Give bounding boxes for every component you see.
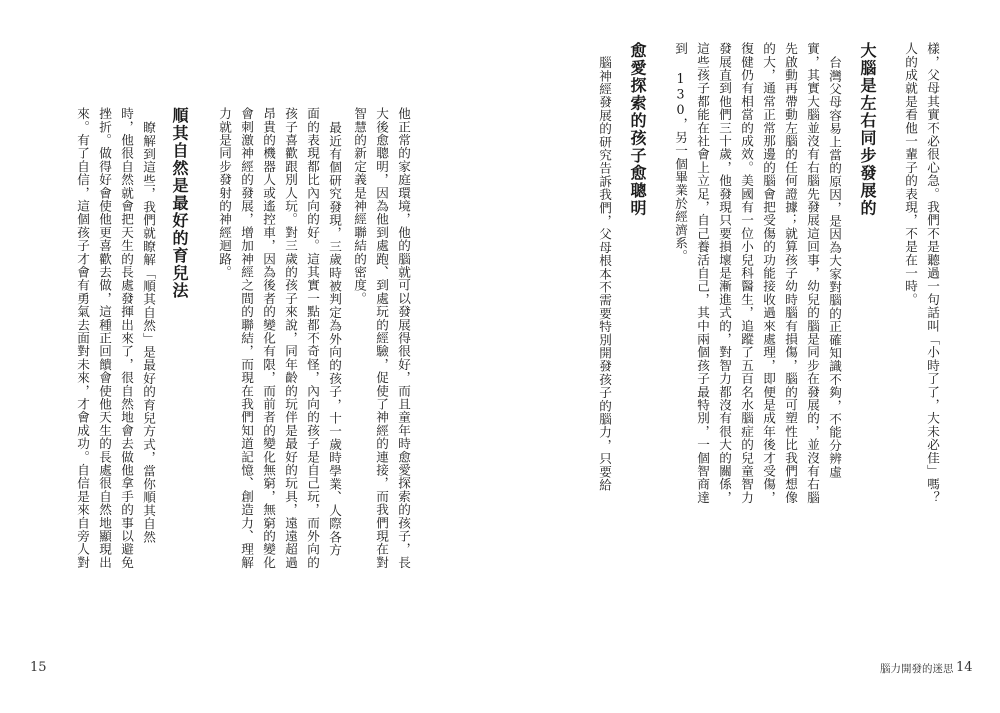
text-line: 挫折。做得好會使他更喜歡去做，這種正回饋會使他天生的長處很自然地顯現出	[97, 107, 112, 569]
text-line: 時，他很自然就會把天生的長處發揮出來了，很自然地會去做他拿手的事以避免	[119, 107, 134, 569]
text-line: 復健仍有相當的成效。美國有一位小兒科醫生，追蹤了五百名水腦症的兒童智力	[739, 42, 754, 504]
text-line: 智慧的新定義是神經聯結的密度。	[352, 107, 367, 305]
section-heading: 順其自然是最好的育兒法	[170, 107, 189, 300]
text-line: 來。有了自信，這個孩子才會有勇氣去面對未來，才會成功。自信是來自旁人對	[75, 107, 90, 569]
text-line: 台灣父母容易上當的原因，是因為大家對腦的正確知識不夠，不能分辨虛	[827, 56, 842, 479]
text-line: 的大，通常正常那邊的腦會把受傷的功能接收過來處理，即便是成年後才受傷，	[761, 42, 776, 504]
page-number: 15	[30, 660, 47, 675]
text-line: 到 130，另一個畢業於經濟系。	[673, 42, 688, 263]
text-line: 他正常的家庭環境，他的腦就可以發展得很好，而且童年時愈愛探索的孩子，長	[396, 107, 411, 569]
text-line: 力就是同步發射的神經迴路。	[217, 107, 232, 279]
text-line: 這些孩子都能在社會上立足，自己養活自己，其中兩個孩子最特別，一個智商達	[695, 42, 710, 504]
page-number: 14	[956, 660, 973, 675]
section-heading: 大腦是左右同步發展的	[858, 42, 877, 217]
text-line: 大後愈聰明，因為他到處跑、到處玩的經驗，促使了神經的連接，而我們現在對	[374, 107, 389, 569]
text-line: 實，其實大腦並沒有右腦先發展這回事，幼兒的腦是同步在發展的，並沒有右腦	[805, 42, 820, 504]
text-line: 瞭解到這些，我們就瞭解「順其自然」是最好的育兒方式，當你順其自然	[141, 121, 156, 544]
text-line: 人的成就是看他一輩子的表現，不是在一時。	[903, 42, 918, 306]
text-line: 孩子喜歡跟別人玩。對三歲的孩子來說，同年齡的玩伴是最好的玩具，遠遠超過	[283, 107, 298, 569]
text-line: 最近有個研究發現，三歲時被判定為外向的孩子，十一歲時學業、人際各方	[327, 121, 342, 557]
running-head: 腦力開發的迷思	[880, 663, 954, 675]
text-line: 昂貴的機器人或遙控車，因為後者的變化有限，而前者的變化無窮，無窮的變化	[261, 107, 276, 569]
right-page	[500, 0, 1000, 713]
text-line: 發展直到他們三十歲，他發現只要損壞是漸進式的，對智力都沒有很大的關係，	[717, 42, 732, 504]
section-heading: 愈愛探索的孩子愈聰明	[628, 42, 647, 217]
text-line: 樣，父母其實不必很心急。我們不是聽過一句話叫「小時了了，大未必佳」嗎？	[925, 42, 940, 504]
text-line: 會刺激神經的發展，增加神經之間的聯結，而現在我們知道記憶、創造力、理解	[239, 107, 254, 569]
text-line: 腦神經發展的研究告訴我們，父母根本不需要特別開發孩子的腦力，只要給	[597, 56, 612, 492]
text-line: 先啟動再帶動左腦的任何證據；就算孩子幼時腦有損傷，腦的可塑性比我們想像	[783, 42, 798, 504]
text-line: 面的表現都比內向的好。這其實一點都不奇怪，內向的孩子是自己玩，而外向的	[305, 107, 320, 569]
